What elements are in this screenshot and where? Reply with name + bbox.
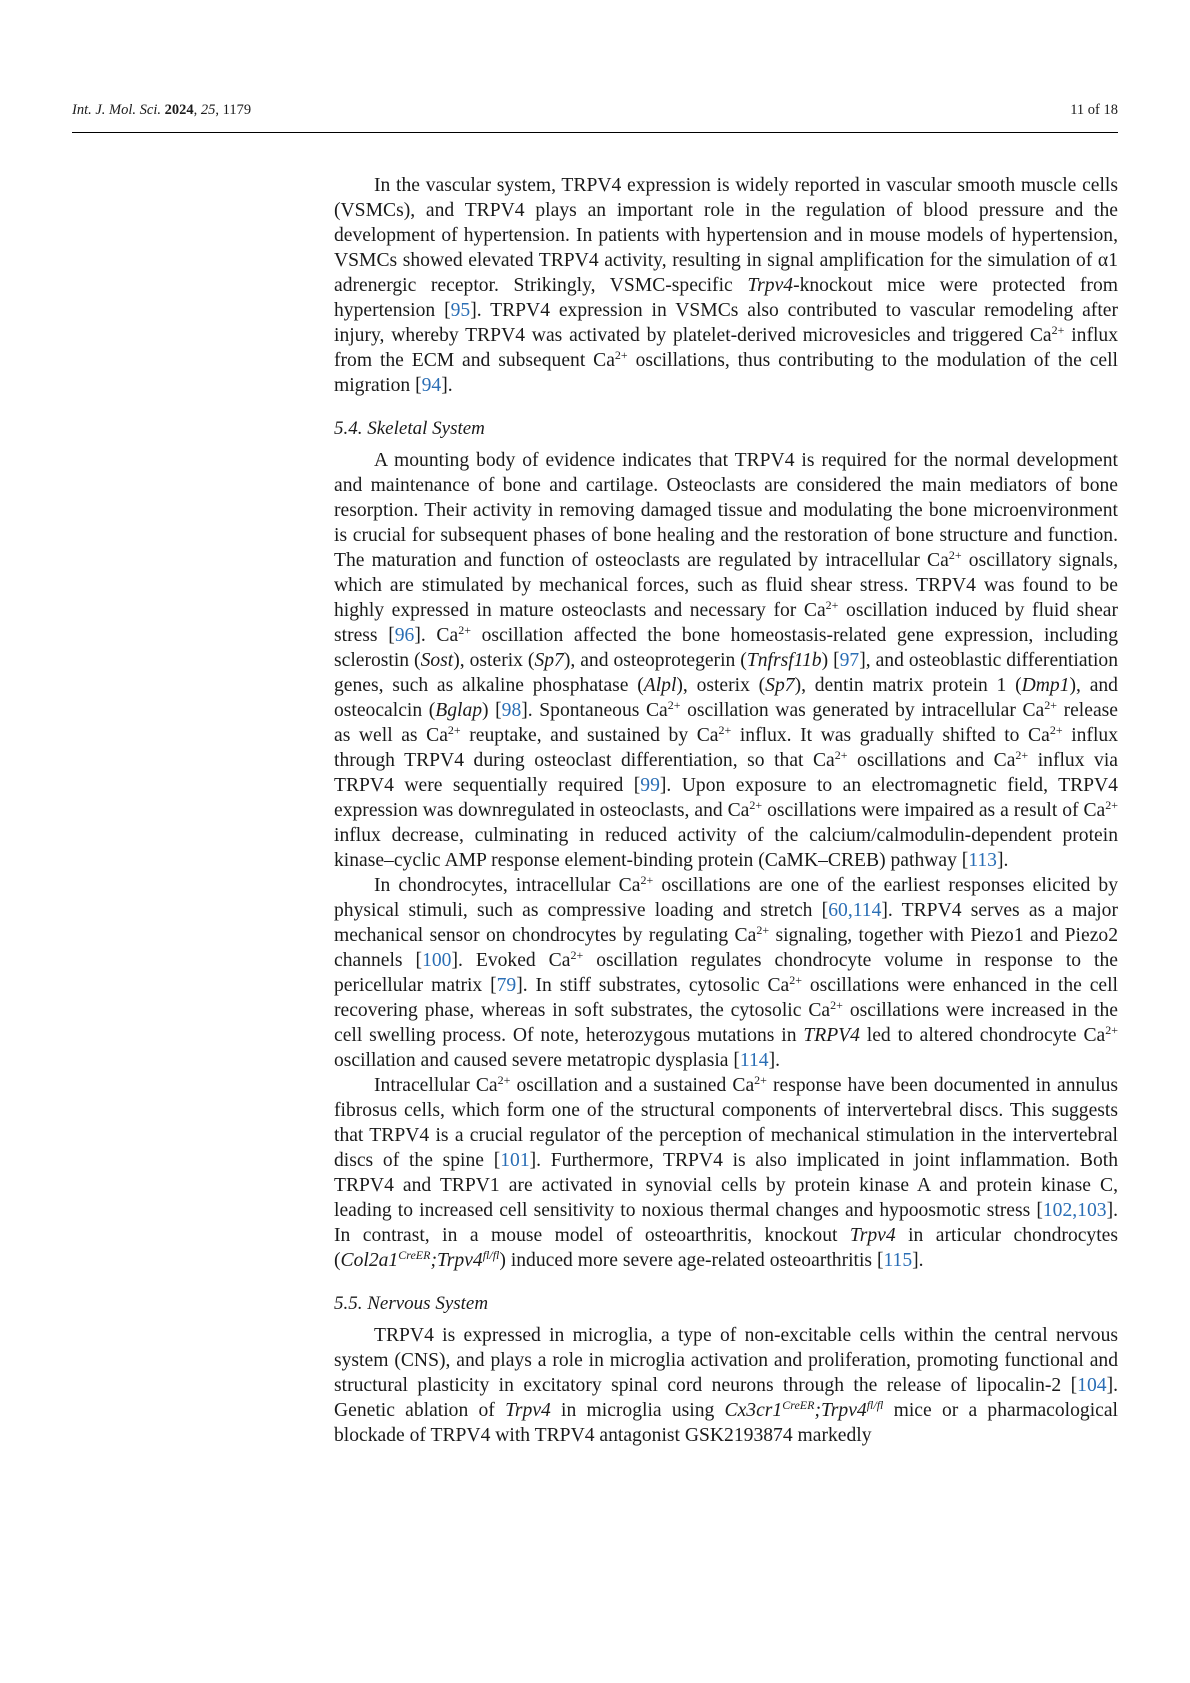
journal-citation: Int. J. Mol. Sci. 2024, 25, 1179 [72, 102, 252, 118]
citation-link[interactable]: 97 [839, 650, 860, 671]
citation-link[interactable]: 94 [421, 375, 442, 396]
paragraph-microglia: TRPV4 is expressed in microglia, a type of non-excitable cells within the central nervous system (CNS), and plays a role in microglia activation and proliferation, promoting functional and structural plasticity in excitatory spinal cord neurons through the release of lipocalin-2 [104]. Genetic ablation of Trpv4 in microglia using $Cx3cr1^{CreER};Trpv4^{fl/fl}$ mice or a pharmacological blockade of TRPV4 with TRPV4 antagonist GSK2193874 markedly [334, 1325, 1118, 1446]
citation-link[interactable]: 114 [739, 1050, 769, 1071]
section-heading-nervous: 5.5. Nervous System [334, 1293, 489, 1314]
citation-link[interactable]: 60,114 [828, 900, 882, 921]
header-rule [72, 132, 1118, 133]
section-heading-skeletal: 5.4. Skeletal System [334, 418, 485, 439]
citation-link[interactable]: 96 [394, 625, 415, 646]
citation-link[interactable]: 79 [496, 975, 517, 996]
paragraph-vascular: In the vascular system, TRPV4 expression is widely reported in vascular smooth muscle cells (VSMCs), and TRPV4 plays an important role in the regulation of blood pressure and the development of hypertension. In patients with hypertension and in mouse models of hypertension, VSMCs showed elevated TRPV4 activity, resulting in signal amplification for the simulation of α1 adrenergic receptor. Strikingly, VSMC-specific Trpv4-knockout mice were protected from hypertension [95]. TRPV4 expression in VSMCs also contributed to vascular remodeling after injury, whereby TRPV4 was activated by platelet-derived microvesicles and triggered $Ca^{2+}$ influx from the ECM and subsequent $Ca^{2+}$ oscillations, thus contributing to the modulation of the cell migration [94]. [334, 175, 1119, 396]
paragraph-osteoclasts: A mounting body of evidence indicates that TRPV4 is required for the normal development and maintenance of bone and cartilage. Osteoclasts are considered the main mediators of bone resorption. Their activity in removing damaged tissue and modulating the bone microenvironment is crucial for subsequent phases of bone healing and the restoration of bone structure and function. The maturation and function of osteoclasts are regulated by intracellular $Ca^{2+}$ oscillatory signals, which are stimulated by mechanical forces, such as fluid shear stress. TRPV4 was found to be highly expressed in mature osteoclasts and necessary for $Ca^{2+}$ oscillation induced by fluid shear stress [96]. $Ca^{2+}$ oscillation affected the bone homeostasis-related gene expression, including sclerostin (Sost), osterix (Sp7), and osteoprotegerin (Tnfrsf11b) [97], and osteoblastic differentiation genes, such as alkaline phosphatase (Alpl), osterix (Sp7), dentin matrix protein 1 (Dmp1), and osteocalcin (Bglap) [98]. Spontaneous $Ca^{2+}$ oscillation was generated by intracellular $Ca^{2+}$ release as well as $Ca^{2+}$ reuptake, and sustained by $Ca^{2+}$ influx. It was gradually shifted to $Ca^{2+}$ influx through TRPV4 during osteoclast differentiation, so that $Ca^{2+}$ oscillations and $Ca^{2+}$ influx via TRPV4 were sequentially required [99]. Upon exposure to an electromagnetic field, TRPV4 expression was downregulated in osteoclasts, and $Ca^{2+}$ oscillations were impaired as a result of $Ca^{2+}$ influx decrease, culminating in reduced activity of the calcium/calmodulin-dependent protein kinase–cyclic AMP response element-binding protein (CaMK–CREB) pathway [113]. [334, 450, 1118, 871]
article-body [334, 173, 1118, 1448]
running-header [72, 102, 1118, 124]
citation-link[interactable]: 100 [422, 950, 452, 971]
citation-link[interactable]: 98 [501, 700, 522, 721]
page-number: 11 of 18 [1070, 102, 1118, 118]
citation-link[interactable]: 115 [883, 1250, 913, 1271]
citation-link[interactable]: 101 [500, 1150, 530, 1171]
paragraph-chondrocytes: In chondrocytes, intracellular $Ca^{2+}$ oscillations are one of the earliest responses elicited by physical stimuli, such as compressive loading and stretch [60,114]. TRPV4 serves as a major mechanical sensor on chondrocytes by regulating $Ca^{2+}$ signaling, together with Piezo1 and Piezo2 channels [100]. Evoked $Ca^{2+}$ oscillation regulates chondrocyte volume in response to the pericellular matrix [79]. In stiff substrates, cytosolic $Ca^{2+}$ oscillations were enhanced in the cell recovering phase, whereas in soft substrates, the cytosolic $Ca^{2+}$ oscillations were increased in the cell swelling process. Of note, heterozygous mutations in TRPV4 led to altered chondrocyte $Ca^{2+}$ oscillation and caused severe metatropic dysplasia [114]. [334, 873, 1119, 1071]
citation-link[interactable]: 104 [1077, 1375, 1107, 1396]
citation-link[interactable]: 99 [640, 775, 660, 796]
citation-link[interactable]: 102,103 [1042, 1200, 1107, 1221]
citation-link[interactable]: 113 [968, 850, 997, 871]
citation-link[interactable]: 95 [450, 300, 471, 321]
paragraph-intervertebral: Intracellular $Ca^{2+}$ oscillation and a sustained $Ca^{2+}$ response have been documented in annulus fibrosus cells, which form one of the structural components of intervertebral discs. This suggests that TRPV4 is a crucial regulator of the perception of mechanical stimulation in the intervertebral discs of the spine [101]. Furthermore, TRPV4 is also implicated in joint inflammation. Both TRPV4 and TRPV1 are activated in synovial cells by protein kinase A and protein kinase C, leading to increased cell sensitivity to noxious thermal changes and hypoosmotic stress [102,103]. In contrast, in a mouse model of osteoarthritis, knockout Trpv4 in articular chondrocytes $(Col2a1^{CreER};Trpv4^{fl/fl})$ induced more severe age-related osteoarthritis [115]. [334, 1073, 1118, 1271]
